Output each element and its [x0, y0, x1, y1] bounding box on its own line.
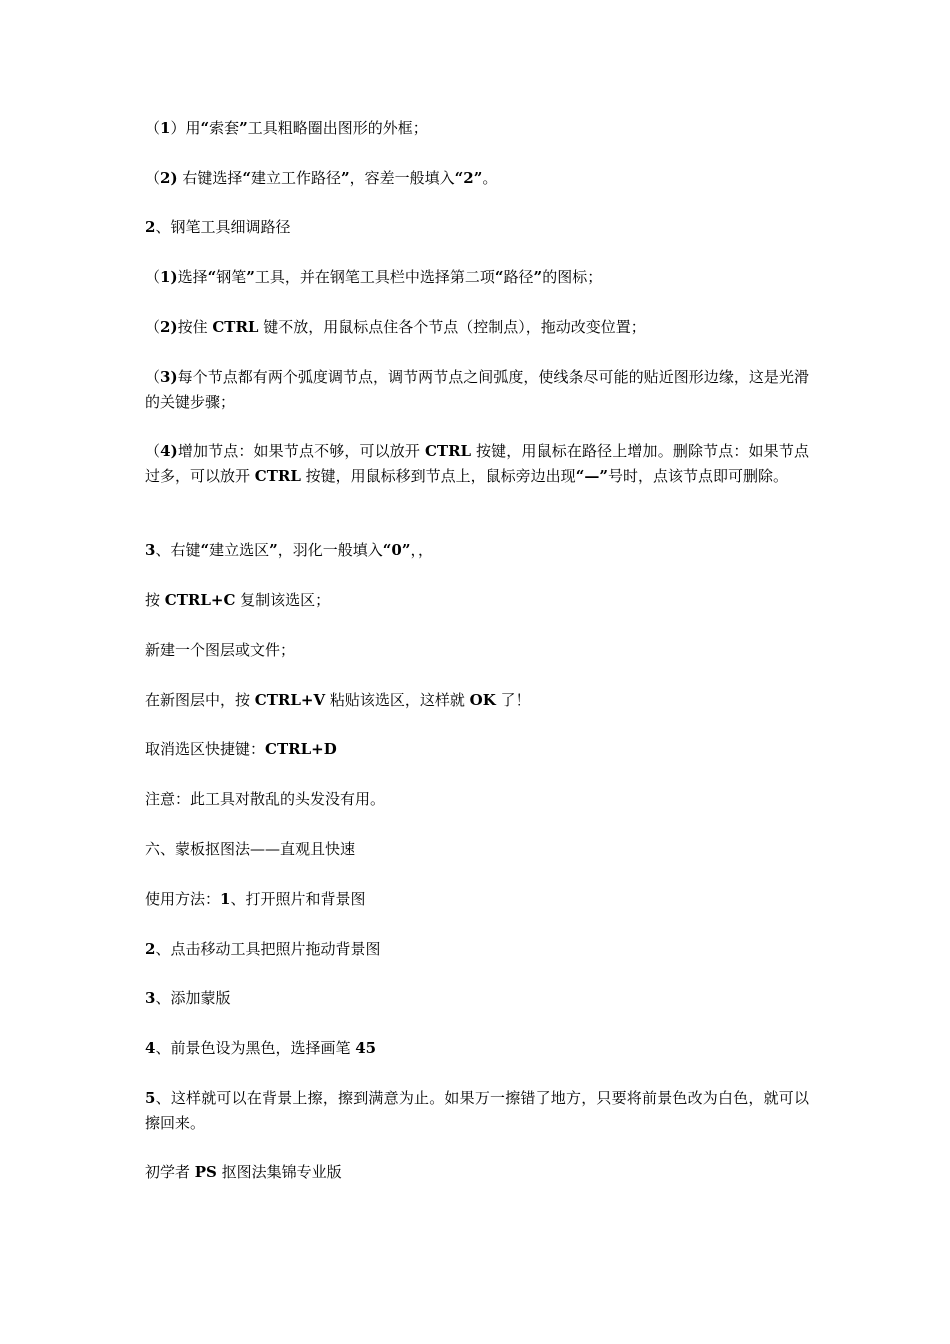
text-run: ，羽化一般填入 — [277, 541, 383, 559]
text-run: 、前景色设为黑色，选择画笔 — [155, 1039, 356, 1057]
text-run: ）用 — [170, 119, 201, 137]
bold-text-run: ” — [341, 169, 350, 187]
paragraph — [145, 116, 809, 141]
text-run: 复制该选区； — [235, 591, 331, 609]
bold-text-run: 3 — [145, 989, 156, 1007]
text-run: 工具，并在钢笔工具栏中选择第二项 — [254, 268, 495, 286]
paragraph — [145, 365, 809, 415]
paragraph — [145, 688, 809, 713]
bold-text-run: 2) — [160, 169, 178, 187]
text-run: 路径 — [503, 268, 534, 286]
paragraph — [145, 1086, 809, 1136]
text-run: 索套 — [209, 119, 240, 137]
text-run: （ — [145, 318, 161, 336]
text-run: 使用方法： — [145, 890, 221, 908]
text-run: 右键选择 — [177, 169, 243, 187]
paragraph — [145, 166, 809, 191]
text-run: 、钢笔工具细调路径 — [155, 218, 291, 236]
text-run: 。 — [482, 169, 498, 187]
bold-text-run: “0” — [382, 541, 411, 559]
text-run: 按 — [145, 591, 165, 609]
text-run: 号时，点该节点即可删除。 — [607, 467, 788, 485]
paragraph — [145, 315, 809, 340]
bold-text-run: “2” — [454, 169, 483, 187]
bold-text-run: CTRL — [212, 318, 259, 336]
bold-text-run: CTRL+C — [164, 591, 236, 609]
text-run: （ — [145, 119, 161, 137]
text-run: 、点击移动工具把照片拖动背景图 — [155, 940, 381, 958]
bold-text-run: PS — [194, 1163, 217, 1181]
paragraph — [145, 787, 809, 812]
text-run: 按住 — [177, 318, 213, 336]
text-run: 钢笔 — [216, 268, 247, 286]
text-run: 、添加蒙版 — [155, 989, 231, 1007]
bold-text-run: 3) — [160, 368, 178, 386]
text-run: 按键，用鼠标移到节点上，鼠标旁边出现 — [300, 467, 576, 485]
text-run: 建立选区 — [209, 541, 270, 559]
bold-text-run: 45 — [355, 1039, 377, 1057]
text-run: ，容差一般填入 — [349, 169, 455, 187]
paragraph — [145, 265, 809, 290]
text-run: 、这样就可以在背景上擦，擦到满意为止。如果万一擦错了地方，只要将前景色改为白色，就可以擦回来。 — [145, 1089, 809, 1132]
bold-text-run: “ — [494, 268, 504, 286]
text-run: （ — [145, 442, 161, 460]
text-run: 、右键 — [155, 541, 201, 559]
paragraph — [145, 439, 809, 489]
text-run: 的图标； — [542, 268, 603, 286]
text-run: 初学者 — [145, 1163, 195, 1181]
bold-text-run: 2) — [160, 318, 178, 336]
bold-text-run: “ — [200, 119, 210, 137]
bold-text-run: CTRL — [424, 442, 472, 460]
paragraph — [145, 737, 809, 762]
text-run: 键不放，用鼠标点住各个节点（控制点），拖动改变位置； — [258, 318, 646, 336]
text-run: 每个节点都有两个弧度调节点，调节两节点之间弧度，使线条尽可能的贴近图形边缘，这是光滑的关键步骤； — [145, 368, 809, 411]
section-heading — [145, 215, 809, 240]
text-run: （ — [145, 268, 161, 286]
bold-text-run: ” — [533, 268, 543, 286]
paragraph — [145, 588, 809, 613]
text-run: 六、蒙板抠图法——直观且快速 — [145, 840, 356, 858]
paragraph — [145, 887, 809, 912]
bold-text-run: 2 — [145, 940, 156, 958]
bold-text-run: “ — [207, 268, 217, 286]
bold-text-run: CTRL+V — [254, 691, 326, 709]
text-run: 建立工作路径 — [250, 169, 341, 187]
text-run: ，， — [410, 541, 433, 559]
bold-text-run: “ — [242, 169, 251, 187]
bold-text-run: 1 — [160, 119, 171, 137]
text-run: 增加节点：如果节点不够，可以放开 — [177, 442, 425, 460]
bold-text-run: 4) — [160, 442, 178, 460]
bold-text-run: 3 — [145, 541, 156, 559]
paragraph — [145, 937, 809, 962]
bold-text-run: ” — [269, 541, 278, 559]
bold-text-run: ” — [239, 119, 248, 137]
text-run: 了！ — [495, 691, 531, 709]
text-run: 工具粗略圈出图形的外框； — [247, 119, 428, 137]
bold-text-run: ” — [246, 268, 255, 286]
bold-text-run: OK — [469, 691, 496, 709]
text-run: 在新图层中，按 — [145, 691, 255, 709]
text-run: 取消选区快捷键： — [145, 740, 266, 758]
text-run: 注意：此工具对散乱的头发没有用。 — [145, 790, 386, 808]
bold-text-run: “—” — [575, 467, 608, 485]
paragraph — [145, 986, 809, 1011]
bold-text-run: “ — [200, 541, 210, 559]
bold-text-run: 1) — [160, 268, 178, 286]
section-heading — [145, 837, 809, 862]
bold-text-run: CTRL+D — [265, 740, 337, 758]
text-run: （ — [145, 368, 161, 386]
section-heading — [145, 538, 809, 563]
text-run: 粘贴该选区，这样就 — [325, 691, 470, 709]
text-run: 按键，用鼠标在路径上增加。删除节点：如果节点过多，可以放开 — [145, 442, 809, 485]
text-run: 、打开照片和背景图 — [230, 890, 366, 908]
bold-text-run: 5 — [145, 1089, 156, 1107]
paragraph — [145, 1160, 809, 1185]
bold-text-run: 1 — [220, 890, 231, 908]
text-run: （ — [145, 169, 161, 187]
paragraph — [145, 638, 809, 663]
text-run: 选择 — [177, 268, 208, 286]
text-run: 抠图法集锦专业版 — [216, 1163, 342, 1181]
paragraph — [145, 1036, 809, 1061]
text-run: 新建一个图层或文件； — [145, 641, 296, 659]
bold-text-run: CTRL — [254, 467, 301, 485]
bold-text-run: 4 — [145, 1039, 156, 1057]
bold-text-run: 2 — [145, 218, 156, 236]
